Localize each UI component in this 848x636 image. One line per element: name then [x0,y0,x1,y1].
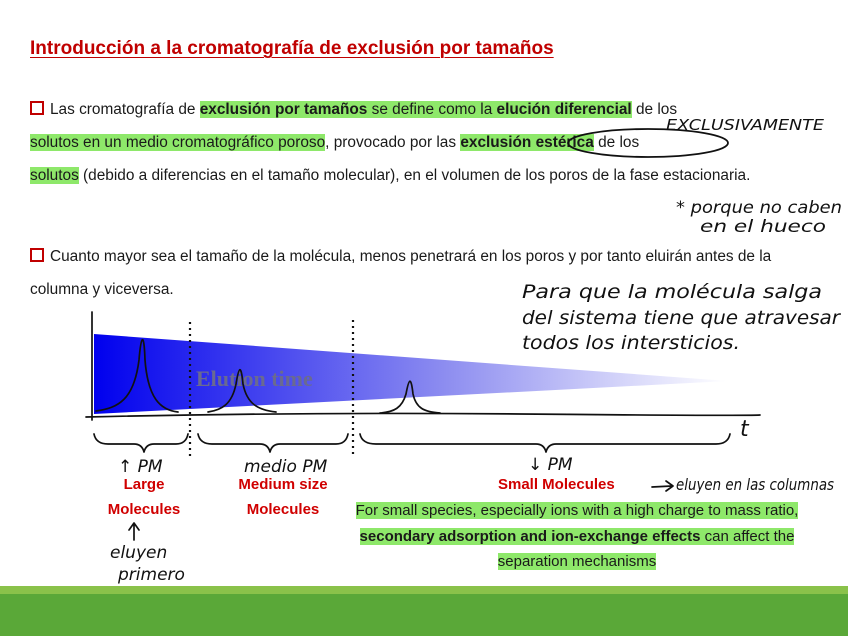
brace-medium [198,434,348,452]
handnote-pm-up: ↑ PM [118,457,163,477]
highlight-exclusion-por-tamanos: exclusión por tamaños [199,101,368,118]
label-large-molecules: Large Molecules [107,476,181,518]
handnote-para-2: del sistema tiene que atravesar [522,307,842,329]
footer-stripe [0,586,848,594]
highlight-elucion-diferencial: elución diferencial [496,101,632,118]
elution-time-label: Elution time [196,366,313,391]
footer-bar [0,594,848,636]
handnote-porque-2: en el hueco [700,217,826,237]
slide-title: Introducción a la cromatografía de exclusión por tamaños [30,38,554,59]
handnote-porque-1: * porque no caben [676,198,842,218]
arrow-up-icon [129,523,139,540]
paragraph-definition: Las cromatografía de exclusión por tamaños se define como la elución diferencial de los solutos en un medio cromatográfico poroso, provocado por las exclusión estérica de los solutos (debido a diferencias en el tamaño molecular), en el volumen de los poros de la fase estacionaria. [30,101,751,184]
handnote-eluyen: eluyen [110,543,168,563]
handnote-pm-medio: medio PM [244,457,328,477]
highlight-exclusion-esterica: exclusión estérica [460,134,594,151]
highlight-solutos: solutos [30,167,79,184]
handnote-exclusivamente: EXCLUSIVAMENTE [666,116,825,134]
handnote-pm-down: ↓ PM [528,455,573,475]
handnote-para-1: Para que la molécula salga [522,281,822,303]
brace-small [360,434,730,452]
note-small-species: For small species, especially ions with a high charge to mass ratio, secondary adsorption and ion-exchange effects can affect the separation mechanisms [355,502,799,570]
handnote-eluyen-columnas: eluyen en las columnas [676,475,834,494]
arrow-right-icon [652,481,673,491]
handnote-para-3: todos los intersticios. [522,332,740,354]
handnote-primero: primero [118,565,185,585]
label-small-molecules: Small Molecules [498,476,615,493]
time-axis-label: t [740,417,749,442]
x-axis [86,413,760,417]
highlight-solutos-medio: solutos en un medio cromatográfico poroso [30,134,326,151]
brace-large [94,434,188,452]
label-medium-molecules: Medium size Molecules [238,476,328,518]
paragraph-size-rule: Cuanto mayor sea el tamaño de la molécula, menos penetrará en los poros y por tanto eluirán antes de la columna y viceversa. [30,248,772,298]
